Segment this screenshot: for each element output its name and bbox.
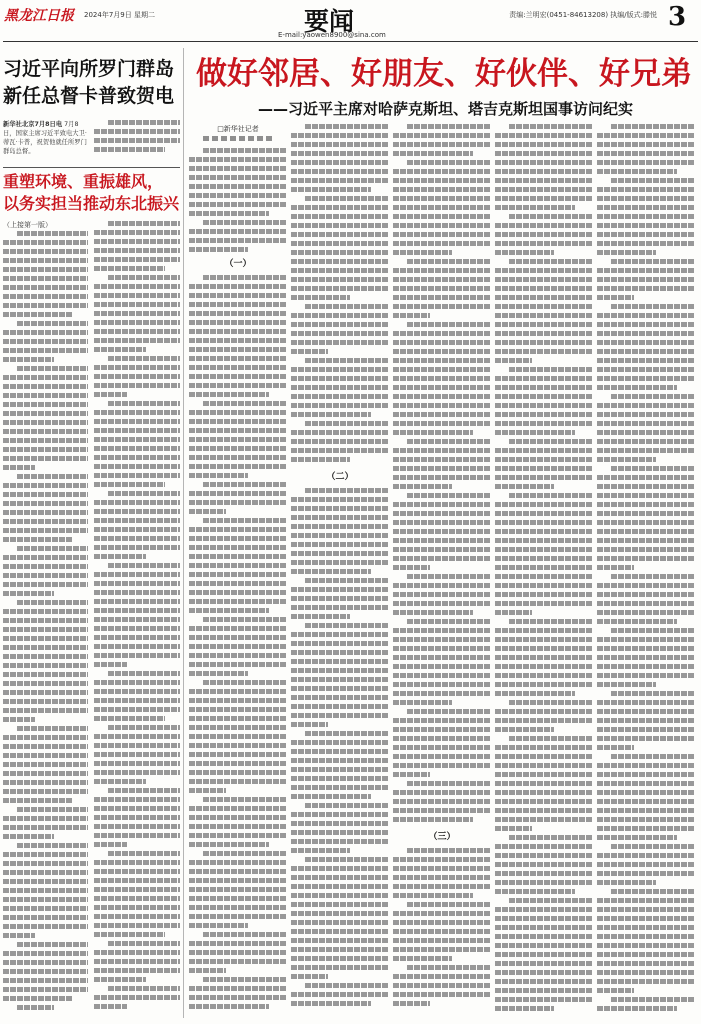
body-text-paragraph <box>189 797 287 851</box>
body-text-paragraph <box>291 358 389 421</box>
body-text-paragraph <box>393 259 491 322</box>
body-text-paragraph <box>291 196 389 304</box>
body-text-paragraph <box>291 488 389 578</box>
body-text-paragraph <box>597 691 695 754</box>
body-text-column <box>291 124 389 466</box>
body-text-paragraph <box>94 120 180 156</box>
body-text-column <box>94 221 180 1013</box>
article-separator <box>3 167 180 168</box>
body-text-paragraph <box>189 482 287 518</box>
body-text-paragraph <box>3 1005 88 1014</box>
body-text-column <box>393 124 491 826</box>
body-text-paragraph <box>495 124 593 214</box>
article-lead <box>3 120 88 156</box>
body-text-paragraph <box>3 807 88 843</box>
body-text-paragraph <box>597 394 695 466</box>
issue-date: 2024年7月9日 星期二 <box>84 11 155 19</box>
body-text-paragraph <box>597 124 695 178</box>
body-text-paragraph <box>393 902 491 965</box>
body-text-paragraph <box>597 259 695 304</box>
body-text-paragraph <box>189 148 287 220</box>
headline-line: 新任总督卡普致贺电 <box>3 85 175 107</box>
body-text-paragraph <box>393 160 491 259</box>
body-text-column <box>393 848 491 1010</box>
body-text-paragraph <box>495 619 593 700</box>
body-text-paragraph <box>495 493 593 619</box>
body-text-paragraph <box>3 321 88 366</box>
continued-from-label: （上接第一版） <box>3 221 52 229</box>
body-text-paragraph <box>495 439 593 493</box>
body-text-paragraph <box>597 889 695 997</box>
body-text-column <box>94 120 180 156</box>
body-text-paragraph <box>94 401 180 491</box>
body-text-paragraph <box>597 754 695 844</box>
body-text-paragraph <box>291 857 389 983</box>
body-text-paragraph <box>189 932 287 977</box>
body-text-paragraph <box>94 221 180 275</box>
page-number: 3 <box>668 2 687 32</box>
sub-headline: ——习近平主席对哈萨克斯坦、塔吉克斯坦国事访问纪实 <box>258 100 634 118</box>
body-text-paragraph <box>393 574 491 619</box>
body-text-column <box>495 124 593 1015</box>
editor-credits: 责编:兰明宏(0451-84613208) 执编/版式:滕悦 <box>509 11 657 19</box>
section-marker: （二） <box>326 472 354 482</box>
body-text-paragraph <box>597 178 695 259</box>
section-email: E-mail:yaowen8900@sina.com <box>278 31 386 39</box>
dateline: 新华社北京7月8日电 <box>3 121 63 128</box>
body-text-paragraph <box>3 546 88 600</box>
body-text-paragraph <box>291 623 389 731</box>
body-text-paragraph <box>393 322 491 439</box>
body-text-paragraph <box>3 942 88 1005</box>
headline-line: 以务实担当推动东北振兴 <box>3 194 180 213</box>
body-text-paragraph <box>597 997 695 1015</box>
body-text-paragraph <box>291 304 389 358</box>
body-text-column <box>189 275 287 1013</box>
body-text-paragraph <box>597 844 695 889</box>
body-text-paragraph <box>189 680 287 797</box>
body-text-paragraph <box>94 491 180 563</box>
body-text-paragraph <box>94 941 180 986</box>
body-text-paragraph <box>94 986 180 1013</box>
body-text-paragraph <box>393 124 491 160</box>
masthead-rule <box>3 41 698 42</box>
body-text-paragraph <box>495 214 593 259</box>
body-text-paragraph <box>189 220 287 256</box>
body-text-paragraph <box>189 518 287 617</box>
body-text-paragraph <box>393 965 491 1010</box>
body-text-paragraph <box>393 439 491 493</box>
body-text-paragraph <box>3 600 88 726</box>
body-text-paragraph <box>495 898 593 1015</box>
body-text-paragraph <box>291 803 389 857</box>
newspaper-logo: 黑龙江日报 <box>4 8 74 24</box>
body-text-column <box>3 231 88 1014</box>
body-text-paragraph <box>3 474 88 546</box>
body-text-paragraph <box>3 843 88 942</box>
column-divider <box>183 48 184 1018</box>
body-text-paragraph <box>3 726 88 807</box>
body-text-paragraph <box>393 493 491 574</box>
body-text-column <box>291 488 389 1010</box>
body-text-paragraph <box>94 851 180 941</box>
body-text-paragraph <box>189 851 287 932</box>
lead-text: 7月8日，国家主席习近平致电大卫·蒂瓦·卡普，祝贺他就任所罗门群岛总督。 <box>3 121 87 155</box>
body-text-paragraph <box>495 367 593 439</box>
body-text-paragraph <box>94 563 180 671</box>
body-text-paragraph <box>189 401 287 482</box>
body-text-paragraph <box>94 788 180 851</box>
body-text-column <box>189 148 287 256</box>
body-text-paragraph <box>3 231 88 321</box>
body-text-column <box>597 124 695 1015</box>
body-text-paragraph <box>393 619 491 709</box>
headline-line: 习近平向所罗门群岛 <box>3 58 175 80</box>
byline-names <box>203 136 273 141</box>
body-text-paragraph <box>94 671 180 725</box>
body-text-paragraph <box>597 304 695 394</box>
body-text-paragraph <box>291 421 389 466</box>
body-text-paragraph <box>393 848 491 902</box>
body-text-paragraph <box>189 275 287 401</box>
body-text-paragraph <box>597 574 695 628</box>
body-text-paragraph <box>495 835 593 898</box>
body-text-paragraph <box>94 275 180 356</box>
body-text-paragraph <box>94 356 180 401</box>
body-text-paragraph <box>189 617 287 680</box>
body-text-paragraph <box>94 725 180 788</box>
body-text-paragraph <box>3 366 88 474</box>
section-marker: （一） <box>224 259 252 269</box>
body-text-paragraph <box>291 983 389 1010</box>
body-text-paragraph <box>597 466 695 574</box>
body-text-paragraph <box>495 736 593 835</box>
body-text-paragraph <box>393 781 491 826</box>
body-text-paragraph <box>495 700 593 736</box>
body-text-paragraph <box>597 628 695 691</box>
section-marker: （三） <box>428 832 456 842</box>
body-text-paragraph <box>291 731 389 803</box>
byline: □新华社记者 <box>217 125 259 133</box>
body-text-paragraph <box>291 578 389 623</box>
body-text-paragraph <box>393 709 491 781</box>
body-text-paragraph <box>495 259 593 367</box>
body-text-paragraph <box>189 977 287 1013</box>
section-title: 要闻 <box>304 7 355 36</box>
main-headline: 做好邻居、好朋友、好伙伴、好兄弟 <box>196 56 692 92</box>
headline-line: 重塑环境、重振雄风， <box>3 172 164 191</box>
body-text-paragraph <box>291 124 389 196</box>
